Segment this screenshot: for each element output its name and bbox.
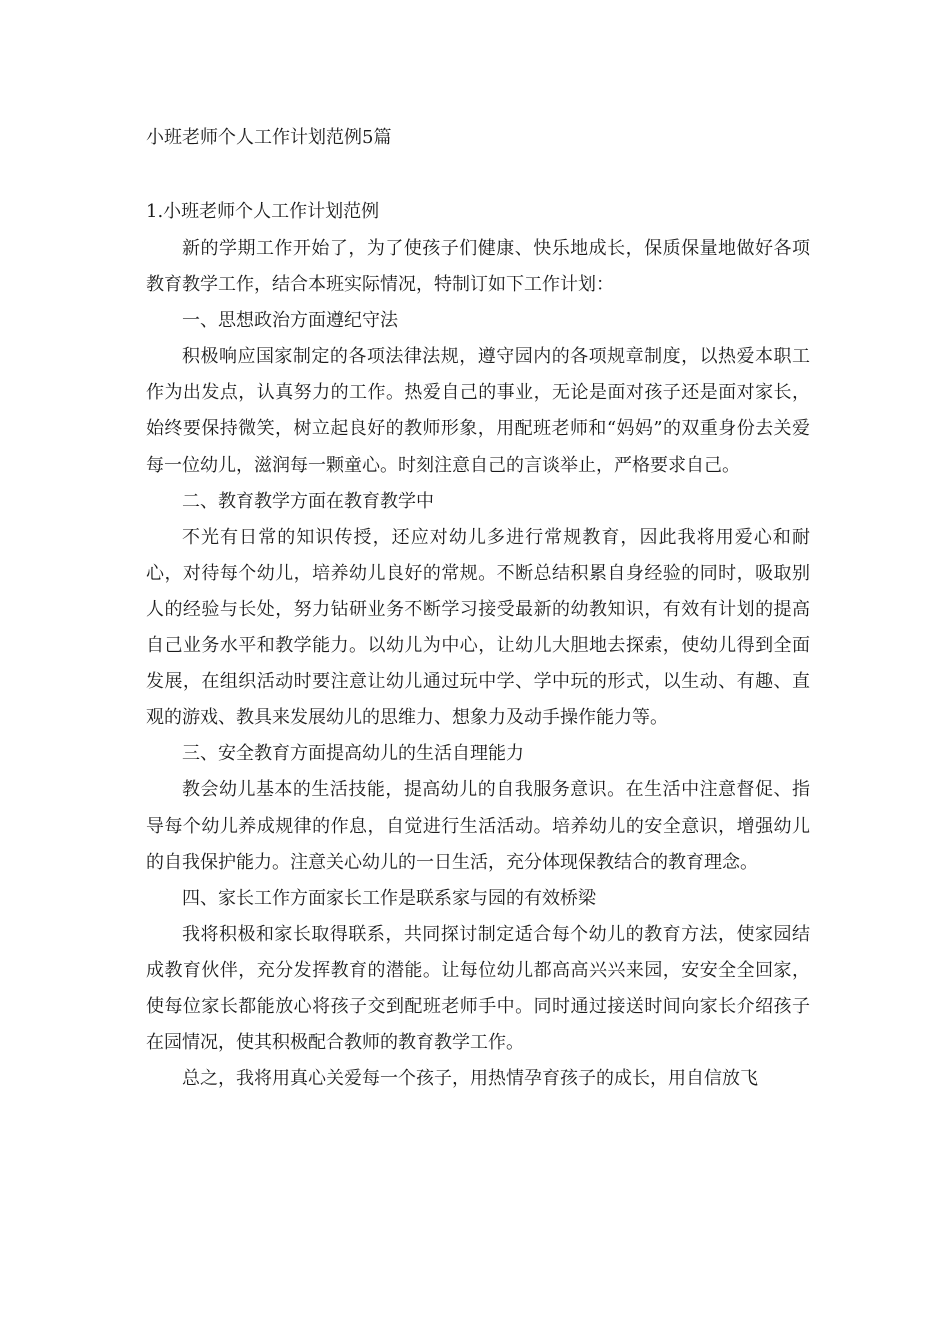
heading-parents: 四、家长工作方面家长工作是联系家与园的有效桥梁 <box>182 887 596 909</box>
document-title: 小班老师个人工作计划范例5篇 <box>146 127 392 148</box>
paragraph-political: 积极响应国家制定的各项法律法规，遵守园内的各项规章制度，以热爱本职工作为出发点，认真努力的工作。热爱自己的事业，无论是面对孩子还是面对家长，始终要保持微笑，树立起良好的教师形象，用配班老师和“妈妈”的双重身份去关爱每一位幼儿，滋润每一颗童心。时刻注意自己的言谈举止，严格要求自己。 <box>146 346 810 476</box>
heading-safety: 三、安全教育方面提高幼儿的生活自理能力 <box>182 743 524 765</box>
section-heading: 1.小班老师个人工作计划范例 <box>146 201 380 222</box>
paragraph-teaching: 不光有日常的知识传授，还应对幼儿多进行常规教育，因此我将用爱心和耐心，对待每个幼儿，培养幼儿良好的常规。不断总结积累自身经验的同时，吸取别人的经验与长处，努力钻研业务不断学习接受最新的幼教知识，有效有计划的提高自己业务水平和教学能力。以幼儿为中心，让幼儿大胆地去探索，使幼儿得到全面发展，在组织活动时要注意让幼儿通过玩中学、学中玩的形式，以生动、有趣、直观的游戏、教具来发展幼儿的思维力、想象力及动手操作能力等。 <box>146 526 810 729</box>
paragraph-intro: 新的学期工作开始了，为了使孩子们健康、快乐地成长，保质保量地做好各项教育教学工作，结合本班实际情况，特制订如下工作计划： <box>146 238 810 296</box>
paragraph-conclusion: 总之，我将用真心关爱每一个孩子，用热情孕育孩子的成长，用自信放飞 <box>182 1068 758 1090</box>
heading-teaching: 二、教育教学方面在教育教学中 <box>182 490 434 512</box>
heading-political: 一、思想政治方面遵纪守法 <box>182 310 398 332</box>
paragraph-safety: 教会幼儿基本的生活技能，提高幼儿的自我服务意识。在生活中注意督促、指导每个幼儿养成规律的作息，自觉进行生活活动。培养幼儿的安全意识，增强幼儿的自我保护能力。注意关心幼儿的一日生活，充分体现保教结合的教育理念。 <box>146 779 810 873</box>
document-body <box>146 231 810 1097</box>
paragraph-parents: 我将积极和家长取得联系，共同探讨制定适合每个幼儿的教育方法，使家园结成教育伙伴，充分发挥教育的潜能。让每位幼儿都高高兴兴来园，安安全全回家，使每位家长都能放心将孩子交到配班老师手中。同时通过接送时间向家长介绍孩子在园情况，使其积极配合教师的教育教学工作。 <box>146 923 810 1054</box>
